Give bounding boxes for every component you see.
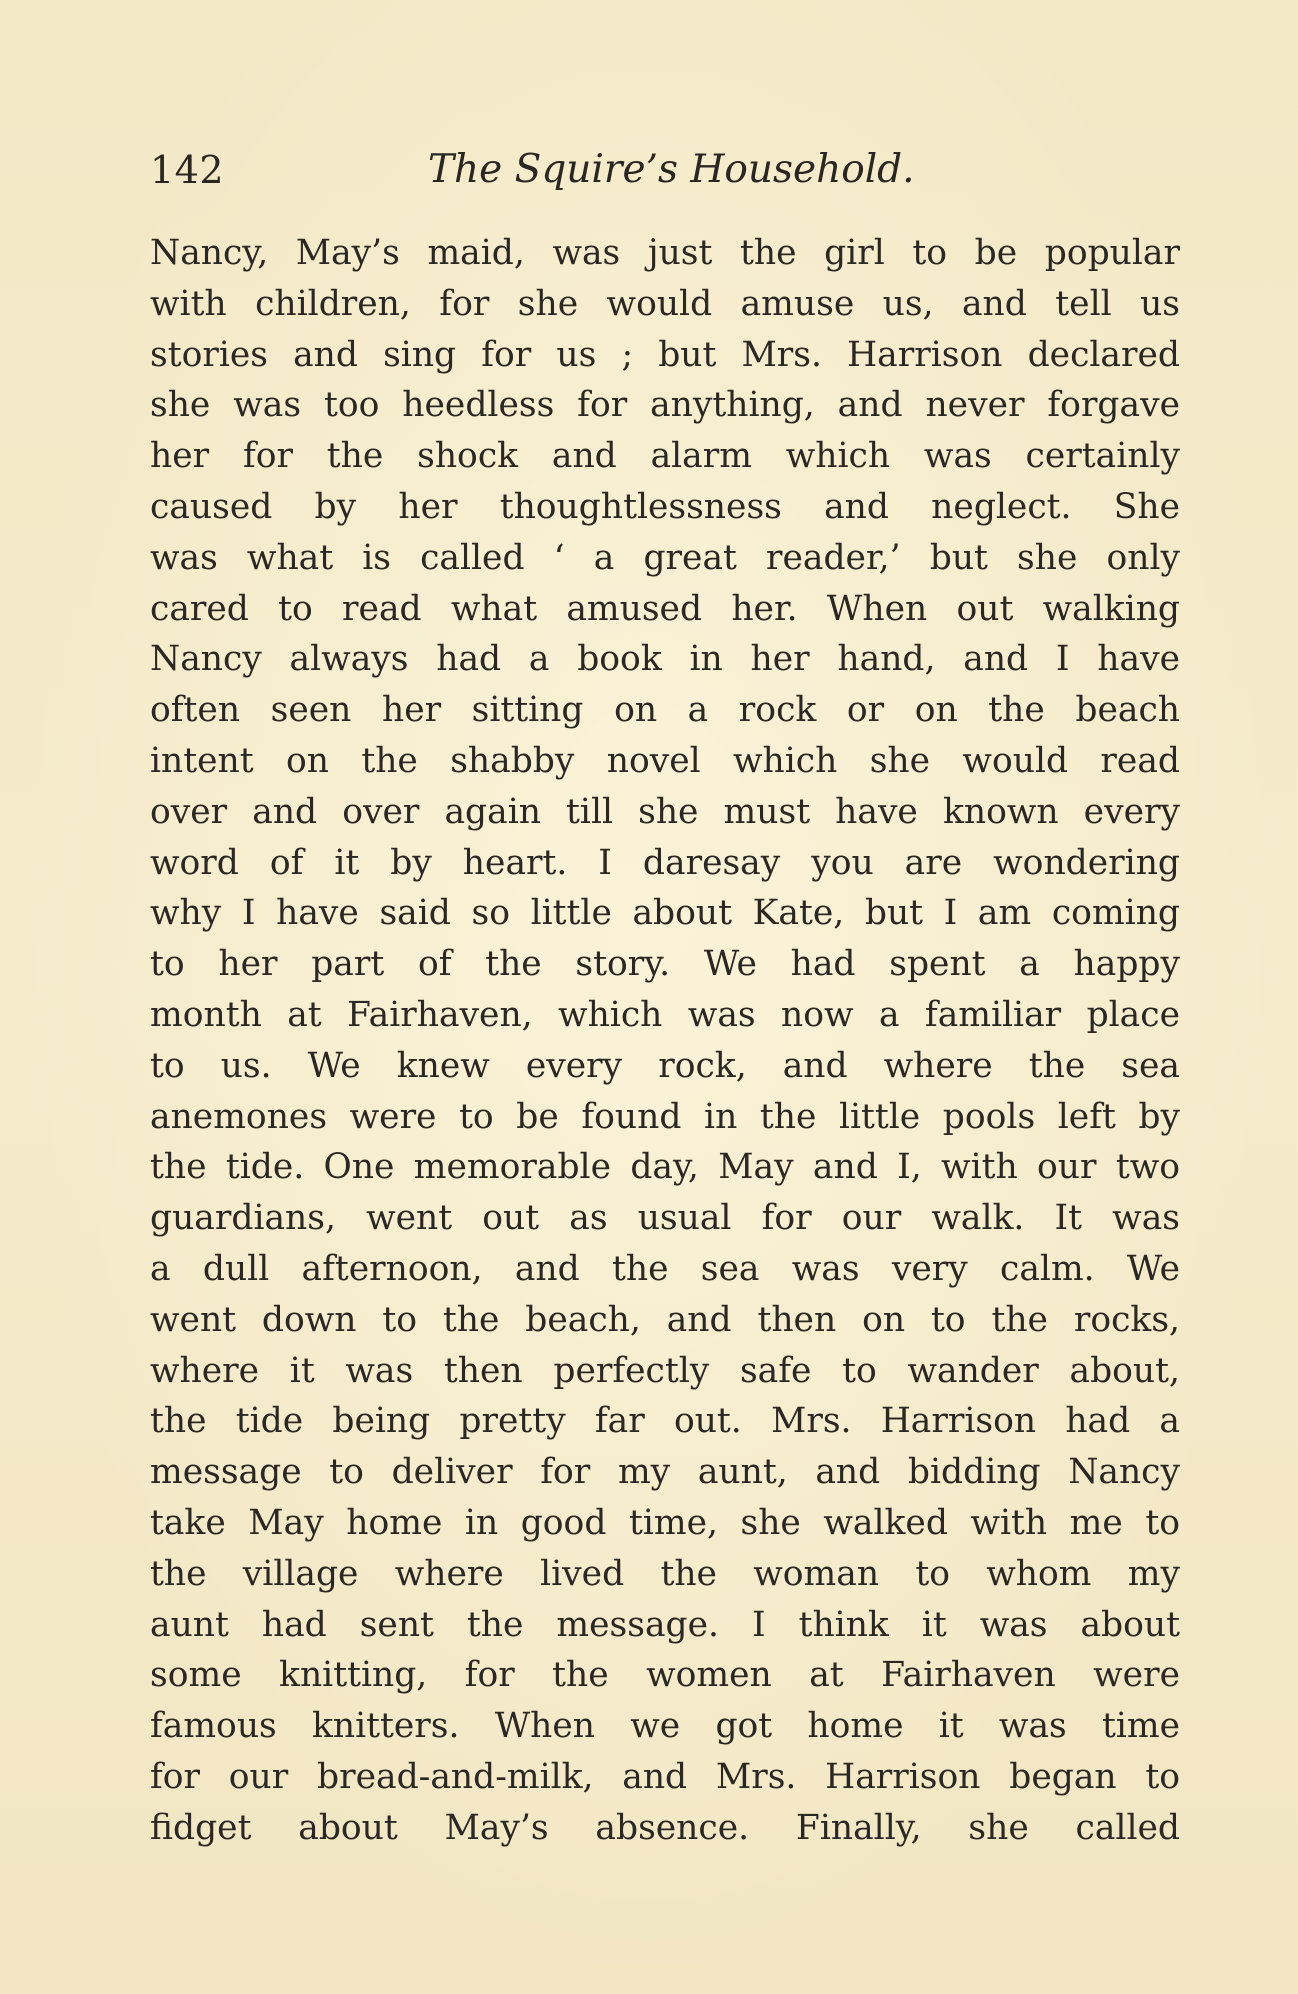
text-line: she was too heedless for anything, and never forgave: [150, 385, 1180, 426]
text-line: cared to read what amused her. When out walking: [150, 588, 1180, 629]
text-line: where it was then perfectly safe to wander about,: [150, 1350, 1180, 1391]
text-line: often seen her sitting on a rock or on the beach: [150, 690, 1180, 731]
text-line: famous knitters. When we got home it was time: [150, 1706, 1180, 1747]
text-line: take May home in good time, she walked with me to: [150, 1502, 1180, 1543]
text-line: to her part of the story. We had spent a happy: [150, 944, 1180, 985]
body-text: [150, 228, 1180, 1854]
text-line: month at Fairhaven, which was now a familiar place: [150, 994, 1180, 1035]
text-line: fidget about May’s absence. Finally, she called: [150, 1807, 1180, 1848]
text-line: Nancy, May’s maid, was just the girl to be popular: [150, 233, 1180, 273]
text-line: anemones were to be found in the little pools left by: [150, 1096, 1180, 1137]
text-line: the tide. One memorable day, May and I, with our two: [150, 1147, 1180, 1188]
running-head: [150, 140, 1180, 200]
text-line: some knitting, for the women at Fairhaven were: [150, 1655, 1180, 1696]
text-line: for our bread-and-milk, and Mrs. Harrison began to: [150, 1756, 1180, 1797]
text-line: why I have said so little about Kate, but I am coming: [150, 893, 1180, 934]
text-line: to us. We knew every rock, and where the sea: [150, 1045, 1180, 1086]
text-line: went down to the beach, and then on to the rocks,: [150, 1299, 1180, 1340]
text-line: the village where lived the woman to whom my: [150, 1553, 1180, 1594]
text-line: stories and sing for us ; but Mrs. Harrison declared: [150, 334, 1180, 375]
text-line: Nancy always had a book in her hand, and I have: [150, 639, 1180, 680]
text-line: was what is called ‘ a great reader,’ but she only: [150, 537, 1180, 578]
text-line: a dull afternoon, and the sea was very calm. We: [150, 1248, 1180, 1289]
text-line: intent on the shabby novel which she would read: [150, 740, 1180, 781]
text-line: over and over again till she must have known every: [150, 791, 1180, 832]
page-number: 142: [150, 148, 225, 192]
text-line: message to deliver for my aunt, and bidding Nancy: [150, 1452, 1180, 1493]
text-line: with children, for she would amuse us, and tell us: [150, 283, 1180, 324]
text-line: aunt had sent the message. I think it was about: [150, 1604, 1180, 1645]
text-line: guardians, went out as usual for our walk. It was: [150, 1198, 1180, 1239]
running-title: The Squire’s Household.: [428, 147, 915, 192]
text-line: caused by her thoughtlessness and neglect. She: [150, 486, 1180, 527]
text-line: her for the shock and alarm which was certainly: [150, 436, 1180, 477]
text-line: word of it by heart. I daresay you are wondering: [150, 842, 1180, 883]
text-line: the tide being pretty far out. Mrs. Harrison had a: [150, 1401, 1180, 1442]
